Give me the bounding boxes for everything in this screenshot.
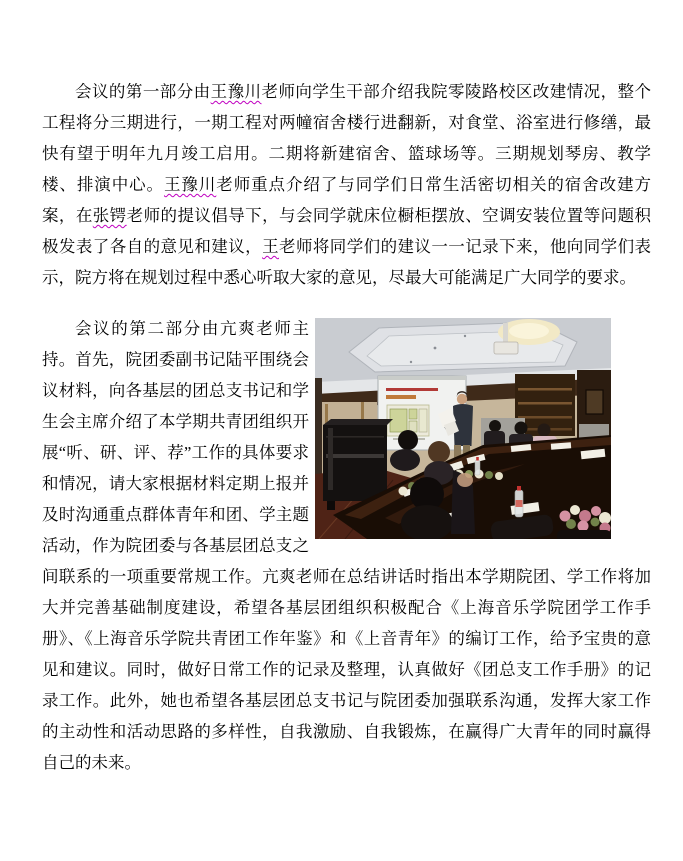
text-run: 老师的提议倡导下，与会同学就床位橱柜摆放、空调安装位置等问题积极发表了各自的意见和建议， (42, 206, 652, 256)
text-run: 会议的第一部分由 (75, 82, 211, 101)
projector (494, 342, 518, 354)
text-run: 老师向学生干部介绍我院零陵路校区改建情况，整个工程将分三期进行，一期工程对两幢宿舍楼行进翻新，对食堂、浴室进行修缮，最快有望于明年九月竣工启用。二期将新建宿舍、篮球场等。三期规划琴房、教学楼、排演中心。 (42, 82, 652, 194)
paragraph-2 (42, 313, 651, 778)
flagged-name-text: 张锷 (92, 206, 127, 225)
wall-picture-frame (586, 390, 603, 414)
paragraph-1 (42, 76, 651, 293)
flagged-name-text: 王豫川 (210, 82, 262, 101)
text-run: 老师重点介绍了与同学们日常生活密切相关的宿舍改建方案，在 (42, 175, 652, 225)
flagged-name-text: 王豫川 (164, 175, 217, 194)
slide-title-bar (386, 388, 438, 391)
projector-mount (503, 323, 508, 343)
meeting-photo (315, 318, 611, 539)
text-run: 老师将同学们的建议一一记录下来，他向同学们表示，院方将在规划过程中悉心听取大家的意见，尽最大可能满足广大同学的要求。 (42, 237, 652, 287)
text-run: 会议的第二部分由亢爽老师主持。首先，院团委副书记陆平围绕会议材料，向各基层的团总支书记和学生会主席介绍了本学期共青团组织开展“听、研、评、荐”工作的具体要求和情况，请大家根据材料定期上报并及时沟通重点群体青年和团、学主题活动，作为院团委与各基层团总支之间联系的一项重要常规工作。亢爽老师在总结讲话时指出本学期院团、学工作将加大并完善基础制度建设，希望各基层团组织积极配合《上海音乐学院团学工作手册》、《上海音乐学院共青团工作年鉴》和《上音青年》的编订工作，给予宝贵的意见和建议。同时，做好日常工作的记录及整理，认真做好《团总支工作手册》的记录工作。此外，她也希望各基层团总支书记与院团委加强联系沟通，发挥大家工作的主动性和活动思路的多样性，自我激励、自我锻炼，在赢得广大青年的同时赢得自己的未来。 (42, 319, 651, 772)
meeting-photo-illustration (315, 318, 611, 539)
flagged-name-text: 王 (262, 237, 280, 256)
